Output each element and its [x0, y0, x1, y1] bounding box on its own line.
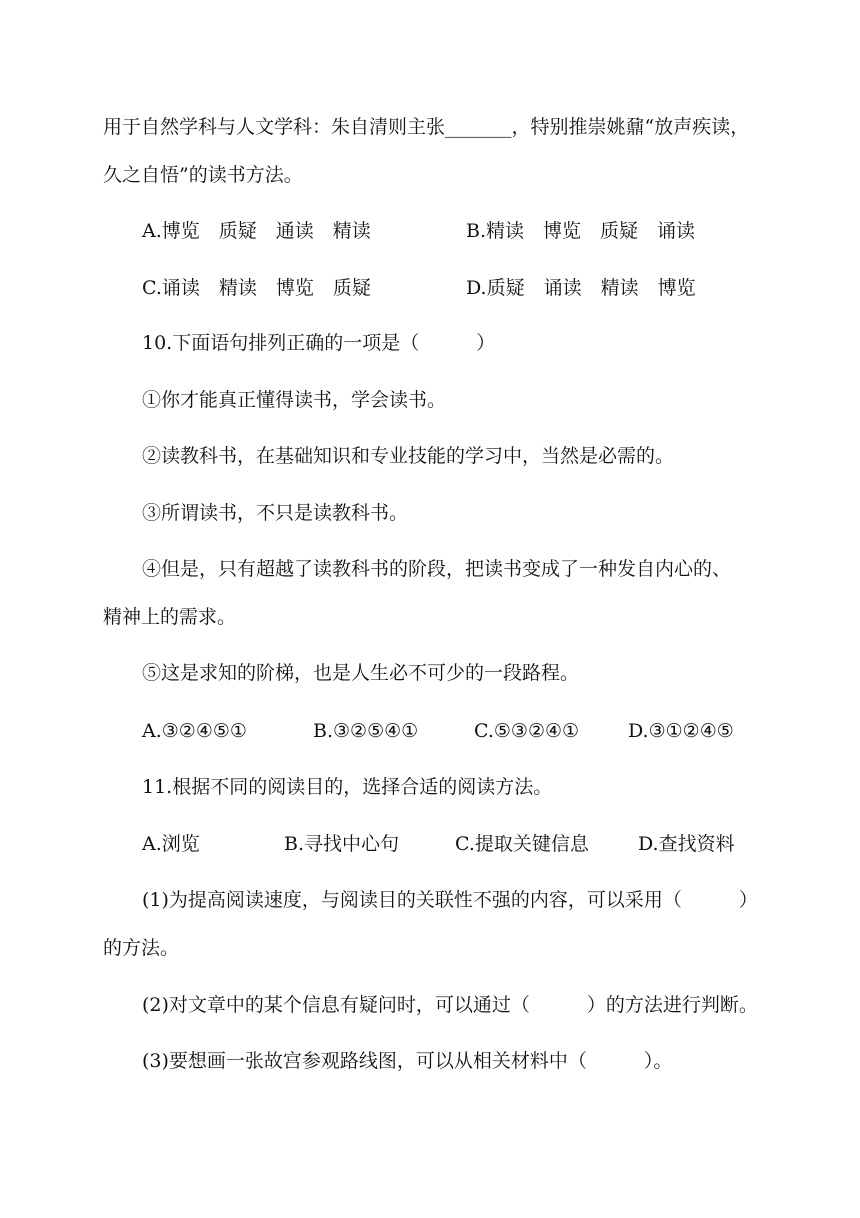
q10-option-c: C.⑤③②④① — [474, 720, 580, 742]
q10-option-b: B.③②⑤④① — [313, 720, 419, 742]
q9-option-d: D.质疑 诵读 精读 博览 — [466, 277, 696, 299]
q9-option-b: B.精读 博览 质疑 诵读 — [466, 220, 696, 242]
q11-option-a: A.浏览 — [142, 833, 200, 855]
q9-option-a: A.博览 质疑 通读 精读 — [142, 220, 371, 242]
q11-option-c: C.提取关键信息 — [455, 833, 589, 855]
q11-option-d: D.查找资料 — [638, 833, 735, 855]
q11-part-2: (2)对文章中的某个信息有疑问时，可以通过（ ）的方法进行判断。 — [142, 994, 758, 1016]
q11-part-3: (3)要想画一张故宫参观路线图，可以从相关材料中（ ）。 — [142, 1050, 673, 1072]
q11-stem: 11.根据不同的阅读目的，选择合适的阅读方法。 — [142, 776, 553, 798]
q10-sentence-5: ⑤这是求知的阶梯，也是人生必不可少的一段路程。 — [142, 662, 580, 684]
q11-part-1-line-2: 的方法。 — [103, 937, 180, 959]
q10-sentence-3: ③所谓读书，不只是读教科书。 — [142, 502, 409, 524]
q10-sentence-1: ①你才能真正懂得读书，学会读书。 — [142, 389, 447, 411]
q10-sentence-4-line-1: ④但是，只有超越了读教科书的阶段，把读书变成了一种发自内心的、 — [142, 558, 732, 580]
q9-option-c: C.诵读 精读 博览 质疑 — [142, 277, 371, 299]
q11-part-1-line-1: (1)为提高阅读速度，与阅读目的关联性不强的内容，可以采用（ ） — [142, 889, 758, 911]
q9-text-line-1: 用于自然学科与人文学科：朱自清则主张_______，特别推崇姚鼐“放声疾读， — [103, 116, 750, 138]
q9-text-line-2: 久之自悟”的读书方法。 — [103, 164, 303, 186]
q10-sentence-4-line-2: 精神上的需求。 — [103, 606, 237, 628]
q10-sentence-2: ②读教科书，在基础知识和专业技能的学习中，当然是必需的。 — [142, 445, 675, 467]
q10-stem: 10.下面语句排列正确的一项是（ ） — [142, 332, 496, 354]
q11-option-b: B.寻找中心句 — [284, 833, 400, 855]
q10-option-a: A.③②④⑤① — [142, 720, 247, 742]
q10-option-d: D.③①②④⑤ — [628, 720, 734, 742]
